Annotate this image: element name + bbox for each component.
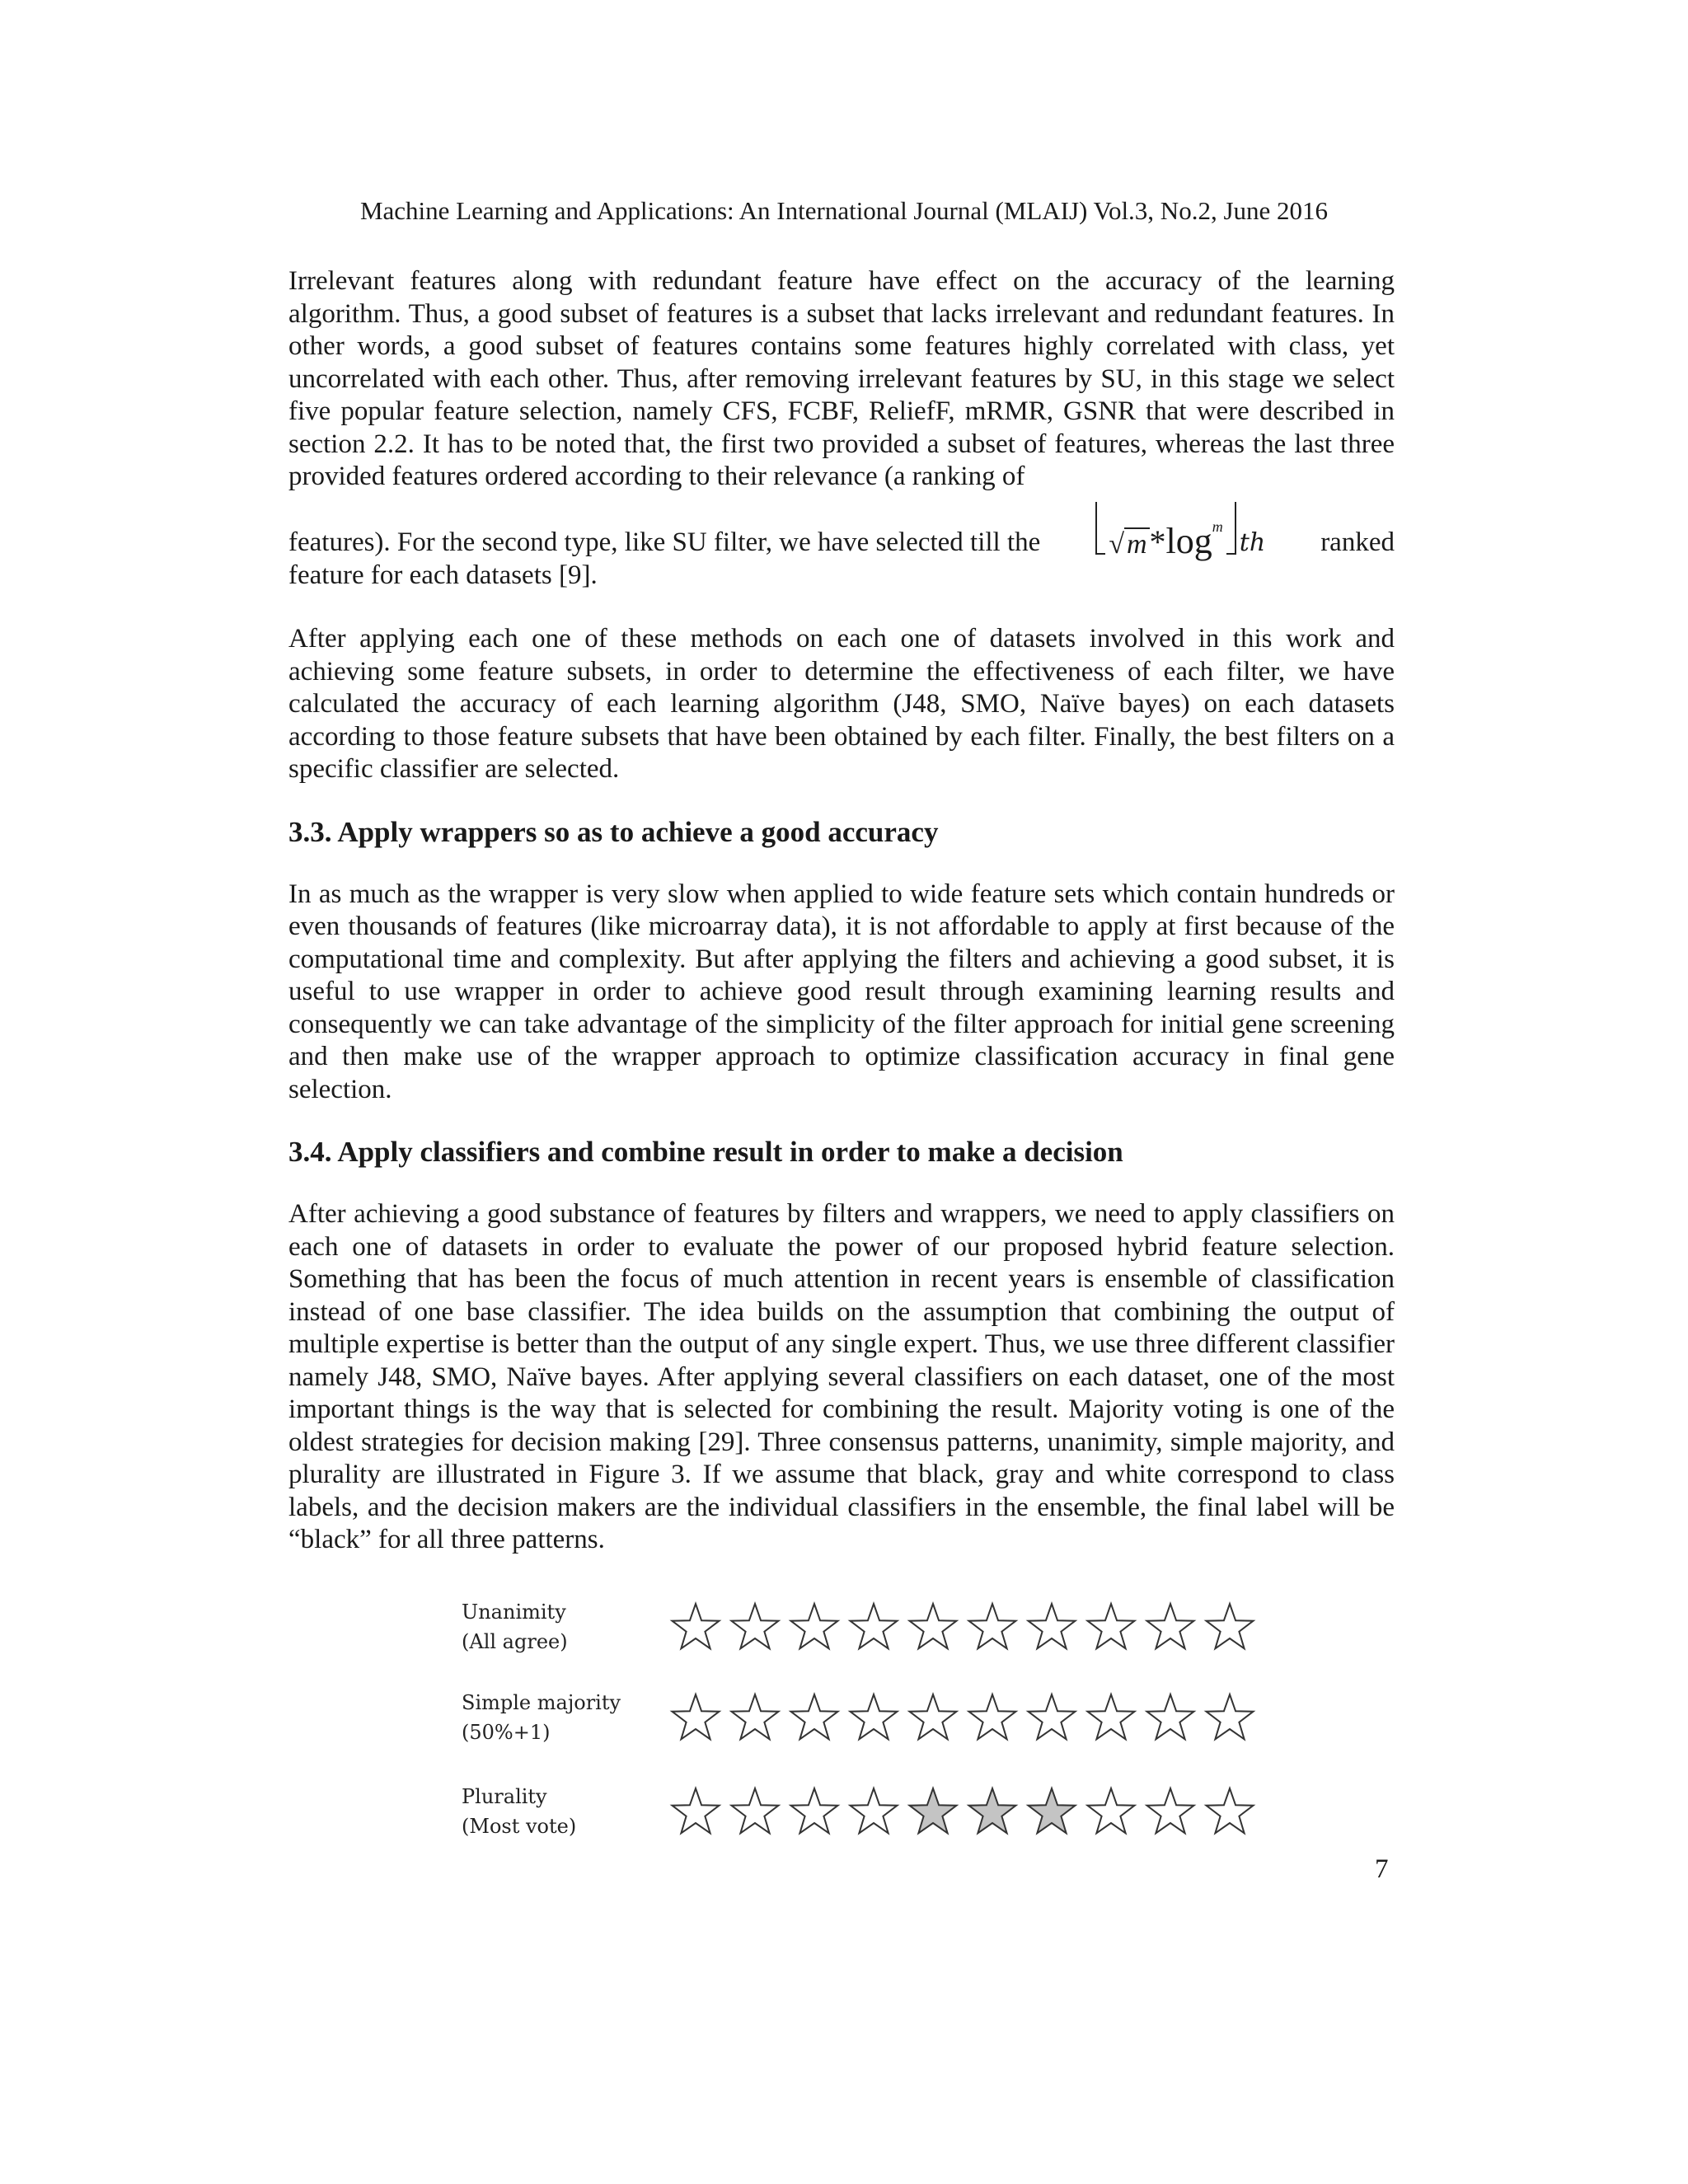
body-text <box>288 265 1395 1557</box>
star-white-icon <box>1207 1694 1254 1739</box>
star-gray-icon <box>1029 1788 1076 1833</box>
star-white-icon <box>732 1694 779 1739</box>
star-row <box>669 1691 1263 1744</box>
star-white-icon <box>1088 1694 1135 1739</box>
floor-formula <box>1095 502 1265 560</box>
paragraph-accuracy: After applying each one of these methods on each one of datasets involved in this work and achieving some feature subsets, in order to determine the effectiveness of each filter, we have calculated the accuracy of each learning algorithm (J48, SMO, Naïve bayes) on each datasets according to those feature subsets that have been obtained by each filter. Finally, the best filters on a specific classifier are selected. <box>288 624 1395 784</box>
row-label <box>462 1688 668 1747</box>
page-number: 7 <box>1375 1854 1389 1884</box>
star-gray-icon <box>969 1788 1016 1833</box>
star-white-icon <box>1088 1788 1135 1833</box>
star-white-icon <box>1088 1604 1135 1648</box>
formula-operator: * <box>1149 523 1166 560</box>
row-label-subtitle: (Most vote) <box>462 1815 577 1838</box>
section-heading-3-3: 3.3. Apply wrappers so as to achieve a good accuracy <box>288 815 939 848</box>
star-white-icon <box>851 1694 898 1739</box>
star-white-icon <box>673 1788 720 1833</box>
star-white-icon <box>791 1694 838 1739</box>
star-white-icon <box>1029 1694 1076 1739</box>
star-white-icon <box>791 1788 838 1833</box>
star-white-icon <box>791 1604 838 1648</box>
star-white-icon <box>1147 1604 1194 1648</box>
formula-line <box>288 502 1395 560</box>
row-label <box>462 1782 668 1841</box>
log-exponent: m <box>1212 518 1223 535</box>
paragraph-wrapper: In as much as the wrapper is very slow when applied to wide feature sets which contain hundreds or even thousands of features (like microarray data), it is not affordable to apply at first because of the computational time and complexity. But after applying the filters and achieving a good subset, it is useful to use wrapper in order to achieve good result through examining learning results and consequently we can take advantage of the simplicity of the filter approach for initial gene screening and then make use of the wrapper approach to optimize classification accuracy in final gene selection. <box>288 879 1395 1104</box>
ordinal-suffix: th <box>1239 528 1266 557</box>
paragraph-filters: Irrelevant features along with redundant feature have effect on the accuracy of the learning algorithm. Thus, a good subset of features is a subset that lacks irrelevant and redundant features. In other words, a good subset of features contains some features highly correlated with class, yet uncorrelated with each other. Thus, after removing irrelevant features by SU, in this stage we select five popular feature selection, namely CFS, FCBF, ReliefF, mRMR, GSNR that were described in section 2.2. It has to be noted that, the first two provided a subset of features, whereas the last three provided features ordered according to their relevance (a ranking of <box>288 266 1395 491</box>
star-white-icon <box>851 1604 898 1648</box>
row-label-title: Unanimity <box>462 1601 566 1624</box>
star-white-icon <box>1147 1788 1194 1833</box>
star-white-icon <box>732 1604 779 1648</box>
star-white-icon <box>673 1694 720 1739</box>
star-white-icon <box>969 1694 1016 1739</box>
star-white-icon <box>1147 1694 1194 1739</box>
paragraph-filters-end: feature for each datasets [9]. <box>288 560 598 590</box>
star-white-icon <box>910 1694 957 1739</box>
formula-line-lead: features). For the second type, like SU filter, we have selected till the <box>288 527 1041 557</box>
star-white-icon <box>673 1604 720 1648</box>
row-label-title: Simple majority <box>462 1691 621 1714</box>
running-header: Machine Learning and Applications: An International Journal (MLAIJ) Vol.3, No.2, June 2016 <box>359 196 1329 225</box>
row-label-title: Plurality <box>462 1785 547 1808</box>
section-heading-3-4: 3.4. Apply classifiers and combine result in order to make a decision <box>288 1136 1123 1168</box>
star-white-icon <box>1207 1604 1254 1648</box>
star-white-icon <box>732 1788 779 1833</box>
star-row <box>669 1601 1263 1653</box>
star-white-icon <box>969 1604 1016 1648</box>
star-white-icon <box>1029 1604 1076 1648</box>
star-row <box>669 1785 1263 1838</box>
star-white-icon <box>910 1604 957 1648</box>
star-white-icon <box>1207 1788 1254 1833</box>
formula-line-tail: ranked <box>1320 527 1395 557</box>
row-label <box>462 1597 668 1657</box>
sqrt-term: √m <box>1109 527 1149 560</box>
star-gray-icon <box>910 1788 957 1833</box>
log-term: log <box>1165 520 1212 561</box>
floor-brackets <box>1095 502 1236 561</box>
paragraph-classifiers: After achieving a good substance of features by filters and wrappers, we need to apply classifiers on each one of datasets in order to evaluate the power of our proposed hybrid feature selection. Something that has been the focus of much attention in recent years is ensemble of classification instead of one base classifier. The idea builds on the assumption that combining the output of multiple expertise is better than the output of any single expert. Thus, we use three different classifier namely J48, SMO, Naïve bayes. After applying several classifiers on each dataset, one of the most important things is the way that is selected for combining the result. Majority voting is one of the oldest strategies for decision making [29]. Three consensus patterns, unanimity, simple majority, and plurality are illustrated in Figure 3. If we assume that black, gray and white correspond to class labels, and the decision makers are the individual classifiers in the ensemble, the final label will be “black” for all three patterns. <box>288 1199 1395 1554</box>
row-label-subtitle: (All agree) <box>462 1630 568 1653</box>
row-label-subtitle: (50%+1) <box>462 1721 551 1744</box>
star-white-icon <box>851 1788 898 1833</box>
